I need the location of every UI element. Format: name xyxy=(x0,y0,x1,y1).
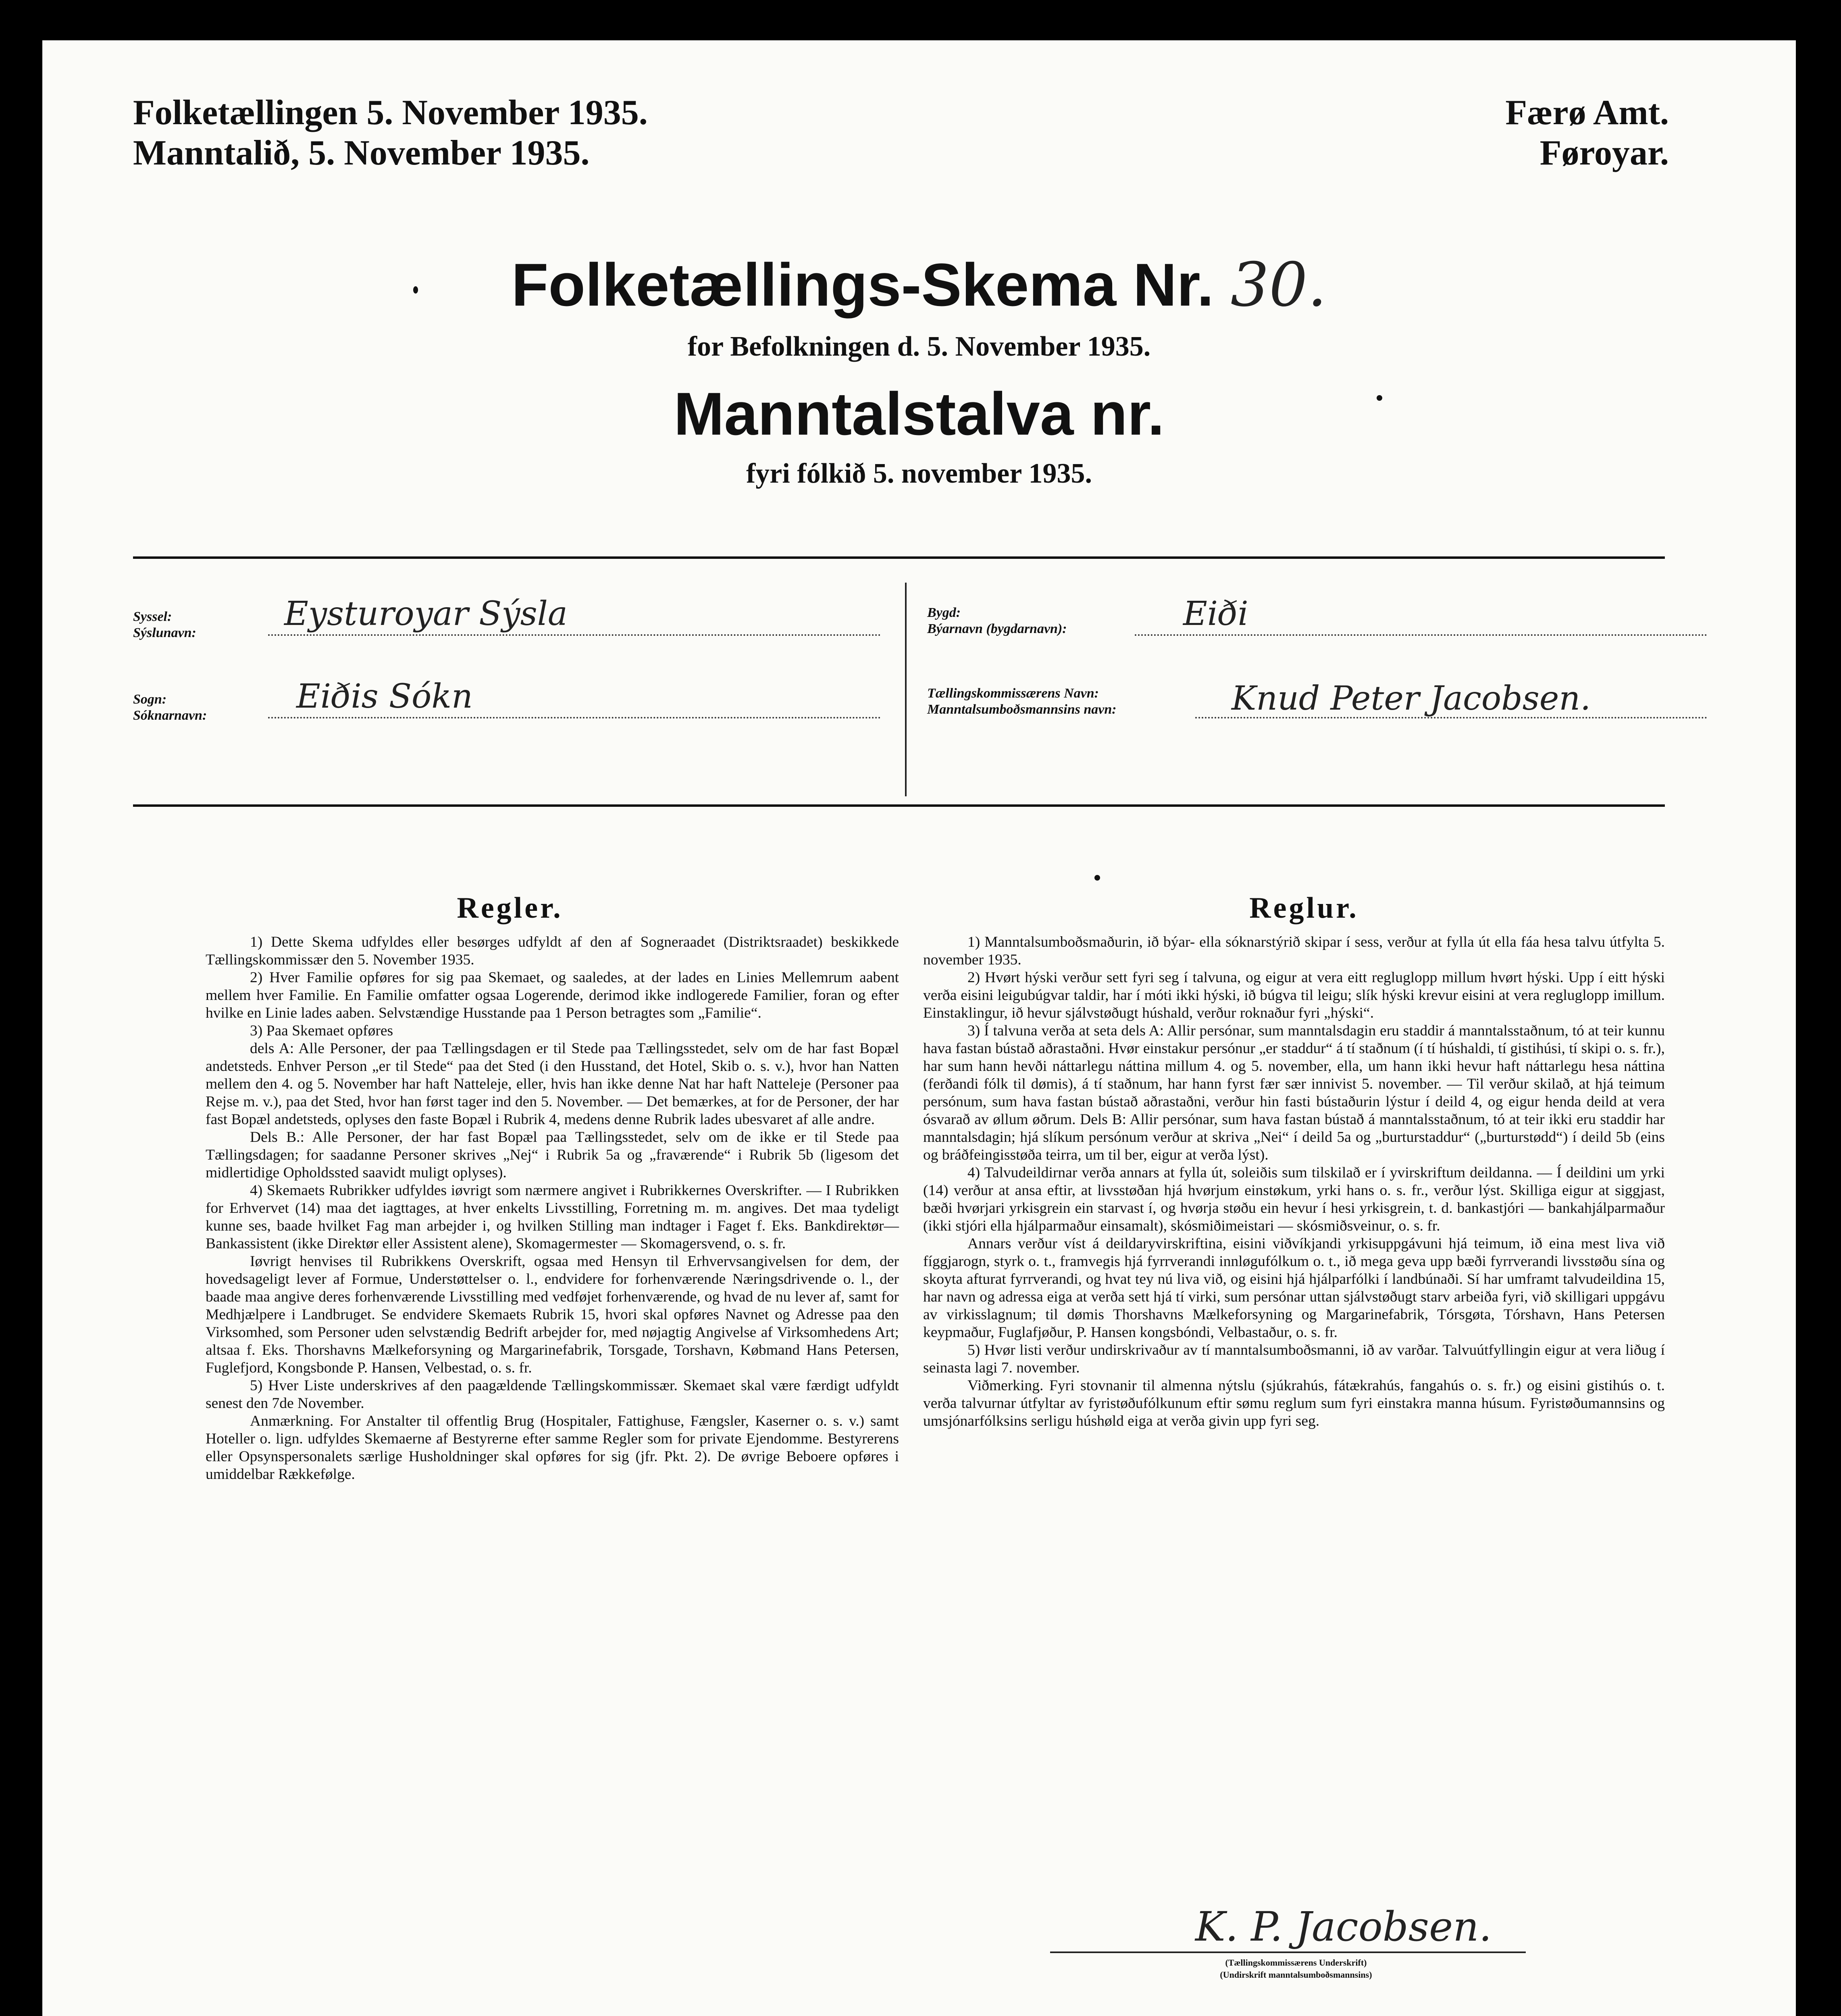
bygd-dotline xyxy=(1135,633,1707,636)
rules-faroese-heading: Reglur. xyxy=(1249,891,1359,925)
top-rule xyxy=(133,556,1665,559)
rule-da-3: 3) Paa Skemaet opføres xyxy=(250,1023,393,1039)
form-title-faroese: Manntalstalva nr. xyxy=(674,380,1165,448)
rule-fo-4b: Annars verður víst á deildaryvirskriftina, eisini viðvíkjandi yrkisuppgávuni hjá teimum, ið eina mest liva við fíggjarogn, styrk o. t., framvegis hjá fyrrverandi innløgufólkum o. t., ið mega geva upp bæði fyrrverandi livsstøðu sína og skoyta afturat fyrrverandi, og hvat tey nú liva við, og eisini hjá hjálparfólki í landbúnaði. Sí har umframt talvudeildina 15, har navn og adressa eiga at verða sett hjá tí virki, sum persónar uttan sjálvstøðugt starv arbeiða fyri, við skilligari uppgávu av virkisslagnum; til dømis Thorshavns Mælkeforsyning og Margarinefabrik, Tórsgøta, Tórshavn, Hans Petersen keypmaður, Fuglafjøður, P. Hansen kongsbóndi, Velbastaður, o. s. fr. xyxy=(923,1235,1665,1341)
rule-da-3a: dels A: Alle Personer, der paa Tællingsdagen er til Stede paa Tællingsstedet, selv om de har fast Bopæl andetsteds. Enhver Person „er til Stede“ paa det Sted (i den Husstand, det Hotel, Skib o. s. v.), hvor han Natten mellem den 4. og 5. November har haft Natteleje, eller, hvis han ikke denne Nat har haft Natteleje (Personer paa Rejse m. v.), paa det Sted, hvor han først tager ind den 5. November. — Det bemærkes, at for de Personer, der har fast Bopæl andetsteds, oplyses den faste Bopæl i Rubrik 4, medens denne Rubrik lades ubesvaret af alle andre. xyxy=(206,1040,899,1128)
header-left xyxy=(133,93,648,173)
rule-da-2: 2) Hver Familie opføres for sig paa Skemaet, og saaledes, at der lades en Linies Mellemrum aabent mellem hver Familie. En Familie omfatter ogsaa Logerende, derimod ikke indlogerede Familier, foran og efter hvilke en Linie lades aaben. Selvstændige Husstande paa 1 Person betragtes som „Familie“. xyxy=(206,969,899,1021)
form-subtitle: for Befolkningen d. 5. November 1935. xyxy=(687,331,1151,362)
sogn-value: Eiðis Sókn xyxy=(296,677,473,716)
header-census-title-danish: Folketællingen 5. November 1935. xyxy=(133,93,648,132)
rule-fo-4: 4) Talvudeildirnar verða annars at fylla út, soleiðis sum tilskilað er í yvirskriftum deildanna. — Í deildini um yrki (14) verður at ansa eftir, at livsstøðan hjá hvørjum einstøkum, yrki hans o. s. fr., verður lýst. Skilliga eigur at siggjast, bæði hvørjari yrkisgrein ein starvast í, og hvørja støðu ein hevur í hesi yrkisgrein, t. d. bankastjóri — bankahjálparmaður (ikki stjóri ella hjálparmaður einsamalt), skósmiðimeistari — skósmiðsveinur, o. s. fr. xyxy=(923,1164,1665,1234)
signature-caption-faroese: (Undirskrift manntalsumboðsmannsins) xyxy=(1220,1970,1372,1980)
form-number-handwritten: 30. xyxy=(1230,250,1327,320)
rules-danish xyxy=(206,933,899,1483)
rule-fo-2: 2) Hvørt hýski verður sett fyri seg í talvuna, og eigur at vera eitt regluglopp millum hvørt hýski. Upp í eitt hýski verða eisini leigubúgvar taldir, har í móti ikki hýski, ið búgva til leigu; slík hýski krevur eisini at vera regluglopp imillum. Einstaklingur, ið hevur sjálvstøðugt húshald, verður roknaður fyri „hýski“. xyxy=(923,969,1665,1021)
sogn-dotline xyxy=(268,716,881,719)
sogn-label: Sogn: Sóknarnavn: xyxy=(133,692,207,723)
rule-da-4: 4) Skemaets Rubrikker udfyldes iøvrigt som nærmere angivet i Rubrikkernes Overskrifter. — I Rubrikken for Erhvervet (14) maa det iagttages, at hver enkelts Livsstilling, Forretning m. m. angives. Det maa tydeligt kunne ses, baade hvilket Fag man arbejder i, og hvilken Stilling man indtager i Faget f. Eks. Bankdirektør—Bankassistent (ikke Direktør eller Assistent alene), Skomagermester — Skomagersvend, o. s. fr. xyxy=(206,1182,899,1252)
form-title xyxy=(42,250,1796,320)
field-divider xyxy=(905,583,907,796)
rules-danish-heading: Regler. xyxy=(457,891,563,925)
rule-da-1: 1) Dette Skema udfyldes eller besørges udfyldt af den af Sogneraadet (Distriktsraadet) beskikkede Tællingskommissær den 5. November 1935. xyxy=(206,934,899,968)
syssel-value: Eysturoyar Sýsla xyxy=(284,595,568,633)
form-subtitle-faroese: fyri fólkið 5. november 1935. xyxy=(746,458,1092,489)
signature-caption-danish: (Tællingskommissærens Underskrift) xyxy=(1225,1958,1367,1968)
kommissaer-dotline xyxy=(1195,716,1707,719)
rule-da-3b: Dels B.: Alle Personer, der har fast Bopæl paa Tællingsstedet, selv om de ikke er til Stede paa Tællingsdagen; for saadanne Personer skrives „Nej“ i Rubrik 5a og „fraværende“ i Rubrik 5b (ligesom det midlertidige Opholdssted saavidt muligt oplyses). xyxy=(206,1129,899,1181)
rules-faroese xyxy=(923,933,1665,1430)
census-form-page xyxy=(42,40,1796,2016)
header-county-danish: Færø Amt. xyxy=(1505,93,1669,132)
rule-da-5: 5) Hver Liste underskrives af den paagældende Tællingskommissær. Skemaet skal være færdigt udfyldt senest den 7de November. xyxy=(206,1377,899,1412)
field-bottom-rule xyxy=(133,804,1665,807)
header-census-title-faroese: Manntalið, 5. November 1935. xyxy=(133,133,590,173)
header-county-faroese: Føroyar. xyxy=(1539,133,1669,173)
header-right xyxy=(1505,93,1669,173)
syssel-label: Syssel: Sýslunavn: xyxy=(133,609,196,640)
rule-fo-5: 5) Hvør listi verður undirskrivaður av tí manntalsumboðsmanni, ið av varðar. Talvuútfyllingin eigur at vera liðug í seinasta lagi 7. november. xyxy=(923,1342,1665,1376)
form-title-text: Folketællings-Skema Nr. xyxy=(511,251,1214,319)
rule-fo-note: Viðmerking. Fyri stovnanir til almenna nýtslu (sjúkrahús, fátækrahús, fangahús o. s. fr.) og eisini gistihús o. t. verða talvurnar útfyltar av fyristøðufólkunum eftir sømu reglum sum fyri einstakra manna húsum. Fyristøðumannsins og umsjónarfólksins serligu húshøld eiga at verða givin upp fyri seg. xyxy=(923,1377,1665,1429)
signature: K. P. Jacobsen. xyxy=(1195,1903,1492,1950)
kommissaer-value: Knud Peter Jacobsen. xyxy=(1231,679,1591,718)
rule-fo-3: 3) Í talvuna verða at seta dels A: Allir persónar, sum manntalsdagin eru staddir á manntalsstaðnum, tó at teir kunnu hava fastan bústað aðrastaðni. Hvør einstakur persónur „er staddur“ á tí staðnum (í tí húshaldi, tí gistihúsi, tí skipi o. s. fr.), har sum hann hevði náttarlegu náttina millum 4. og 5. november, ella, um hann ikki hevur haft náttarlegu hesa náttina (ferðandi fólk til dømis), á tí staðnum, har hann fyrst fær sær innivist 5. november. — Til verður skilað, at hjá teimum persónum, sum hava fastan bústað aðrastaðni, verður hin fasti bústaðurin lýstur í deild 4, og eigur henda deild at vera ósvarað av øllum øðrum. Dels B: Allir persónar, sum hava fastan bústað á manntalsstaðnum, tó at teir ikki eru staddir har manntalsdagin; hjá slíkum persónum verður at skriva „Nei“ í deild 5a og „burturstaddur“ („burturstødd“) í deild 5b (eins og bráðfeingisstøða teirra, um til ber, eigur at verða lýst). xyxy=(923,1023,1665,1163)
bygd-label: Bygd: Býarnavn (bygdarnavn): xyxy=(927,605,1067,636)
signature-line xyxy=(1050,1951,1526,1953)
rule-da-4b: Iøvrigt henvises til Rubrikkens Overskrift, ogsaa med Hensyn til Erhvervsangivelsen for dem, der hovedsageligt lever af Formue, Understøttelser o. l., endvidere for forhenværende Næringsdrivende o. l., der baade maa angive deres forhenværende Livsstilling med vedføjet forhenværende, og hvad de nu lever af, samt for Medhjælpere i Landbruget. Se endvidere Skemaets Rubrik 15, hvori skal opføres Navnet og Adresse paa den Virksomhed, som Personer uden selvstændig Bedrift arbejder for, med nøjagtig Angivelse af Virksomhedens Art; altsaa f. Eks. Thorshavns Mælkeforsyning og Margarinefabrik, Torsgade, Torshavn, Købmand Hans Petersen, Fuglefjord, Kongsbonde P. Hansen, Velbestad, o. s. fr. xyxy=(206,1253,899,1376)
rule-fo-1: 1) Manntalsumboðsmaðurin, ið býar- ella sóknarstýrið skipar í sess, verður at fylla út ella fáa hesa talvu útfylta 5. november 1935. xyxy=(923,934,1665,968)
kommissaer-label: Tællingskommissærens Navn: Manntalsumboðsmannsins navn: xyxy=(927,686,1117,717)
scan-speck xyxy=(1377,395,1382,401)
rule-da-note: Anmærkning. For Anstalter til offentlig Brug (Hospitaler, Fattighuse, Fængsler, Kaserner o. s. v.) samt Hoteller o. lign. udfyldes Skemaerne af Bestyrerne efter samme Regler som for private Ejendomme. Bestyrerens eller Opsynspersonalets særlige Husholdninger skal opføres for sig (jfr. Pkt. 2). De øvrige Beboere opføres i umiddelbar Rækkefølge. xyxy=(206,1413,899,1483)
syssel-dotline xyxy=(268,633,881,636)
bygd-value: Eiði xyxy=(1183,595,1248,633)
scan-speck xyxy=(1094,875,1100,881)
scan-speck xyxy=(413,286,418,294)
